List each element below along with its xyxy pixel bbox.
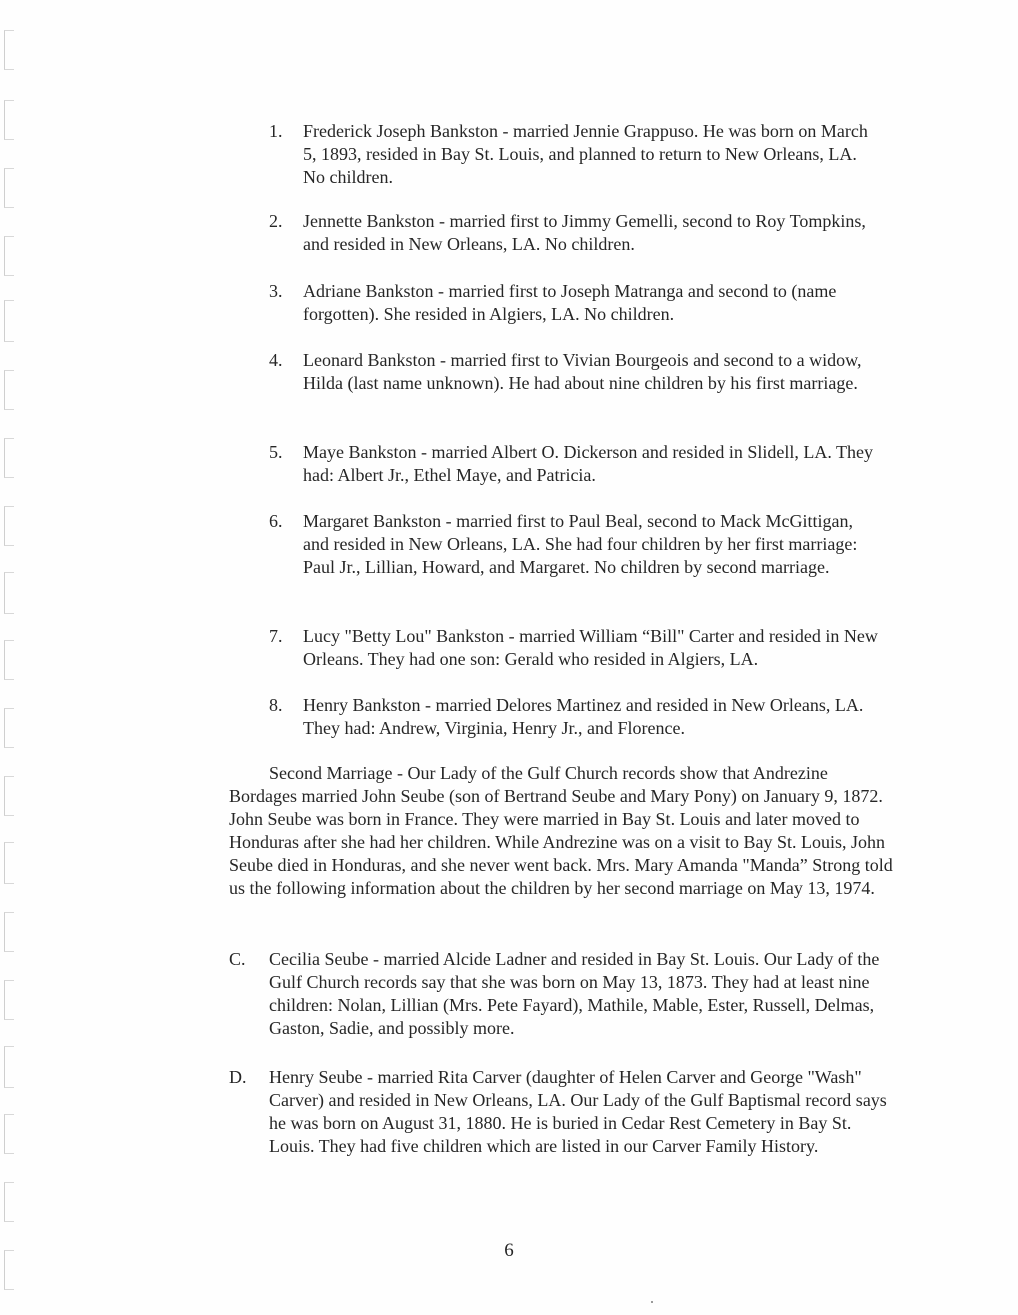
item-text: Frederick Joseph Bankston - married Jennie Grappuso. He was born on March 5, 1893, resided in Bay St. Louis, and planned to return to New Orleans, LA. No children. [303,121,868,187]
binder-mark [4,912,14,952]
binder-mark [4,100,14,140]
binder-mark [4,842,14,884]
list-item [229,948,909,1040]
item-text: Maye Bankston - married Albert O. Dickerson and resided in Slidell, LA. They had: Albert Jr., Ethel Maye, and Patricia. [303,442,874,485]
item-text: Cecilia Seube - married Alcide Ladner and resided in Bay St. Louis. Our Lady of the Gulf Church records say that she was born on May 13, 1873. They had at least nine children: Nolan, Lillian (Mrs. Pete Fayard), Mathile, Mable, Ester, Russell, Delmas, Gaston, Sadie, and possibly more. [269,949,880,1038]
binder-mark [4,1182,14,1222]
scan-speck [651,1301,653,1303]
list-item [269,694,909,740]
item-number: 4. [269,350,283,370]
item-number: 8. [269,695,283,715]
binder-mark [4,300,14,342]
item-text: Leonard Bankston - married first to Vivian Bourgeois and second to a widow, Hilda (last name unknown). He had about nine children by his first marriage. [303,350,862,393]
binder-mark [4,640,14,680]
page-number: 6 [504,1240,514,1261]
binder-mark [4,236,14,276]
item-number: 2. [269,211,283,231]
list-item [229,1066,909,1158]
binder-mark [4,1114,14,1154]
item-text: Margaret Bankston - married first to Paul Beal, second to Mack McGittigan, and resided in New Orleans, LA. She had four children by her first marriage: Paul Jr., Lillian, Howard, and Margaret. No children by second marriage. [303,511,858,577]
item-text: Jennette Bankston - married first to Jimmy Gemelli, second to Roy Tompkins, and resided in New Orleans, LA. No children. [303,211,866,254]
binder-mark [4,506,14,546]
list-item [269,510,909,579]
binder-mark [4,438,14,478]
item-text: Henry Seube - married Rita Carver (daughter of Helen Carver and George "Wash" Carver) and resided in New Orleans, LA. Our Lady of the Gulf Baptismal record says he was born on August 31, 1880. He is buried in Cedar Rest Cemetery in Bay St. Louis. They had five children which are listed in our Carver Family History. [269,1067,887,1156]
binder-mark [4,168,14,208]
item-number: 5. [269,442,283,462]
item-letter: C. [229,949,246,969]
list-item [269,441,909,487]
item-text: Adriane Bankston - married first to Joseph Matranga and second to (name forgotten). She resided in Algiers, LA. No children. [303,281,837,324]
item-number: 1. [269,121,283,141]
binder-mark [4,980,14,1020]
binder-mark [4,708,14,748]
item-number: 3. [269,281,283,301]
binder-mark [4,1046,14,1088]
item-number: 6. [269,511,283,531]
binder-mark [4,370,14,410]
item-text: Henry Bankston - married Delores Martinez and resided in New Orleans, LA. They had: Andrew, Virginia, Henry Jr., and Florence. [303,695,864,738]
list-item [269,625,909,671]
list-item [269,210,909,256]
list-item [269,120,909,189]
second-marriage-paragraph: Second Marriage - Our Lady of the Gulf Church records show that Andrezine Bordages married John Seube (son of Bertrand Seube and Mary Pony) on January 9, 1872. John Seube was born in France. They were married in Bay St. Louis and later moved to Honduras after she had her children. While Andrezine was on a visit to Bay St. Louis, John Seube died in Honduras, and she never went back. Mrs. Mary Amanda "Manda” Strong told us the following information about the children by her second marriage on May 13, 1974. [229,763,893,898]
item-letter: D. [229,1067,247,1087]
list-item [269,349,909,395]
item-text: Lucy "Betty Lou" Bankston - married William “Bill" Carter and resided in New Orleans. They had one son: Gerald who resided in Algiers, LA. [303,626,878,669]
binder-mark [4,776,14,816]
binder-mark [4,30,14,70]
list-item [269,280,909,326]
binder-mark [4,572,14,614]
item-number: 7. [269,626,283,646]
